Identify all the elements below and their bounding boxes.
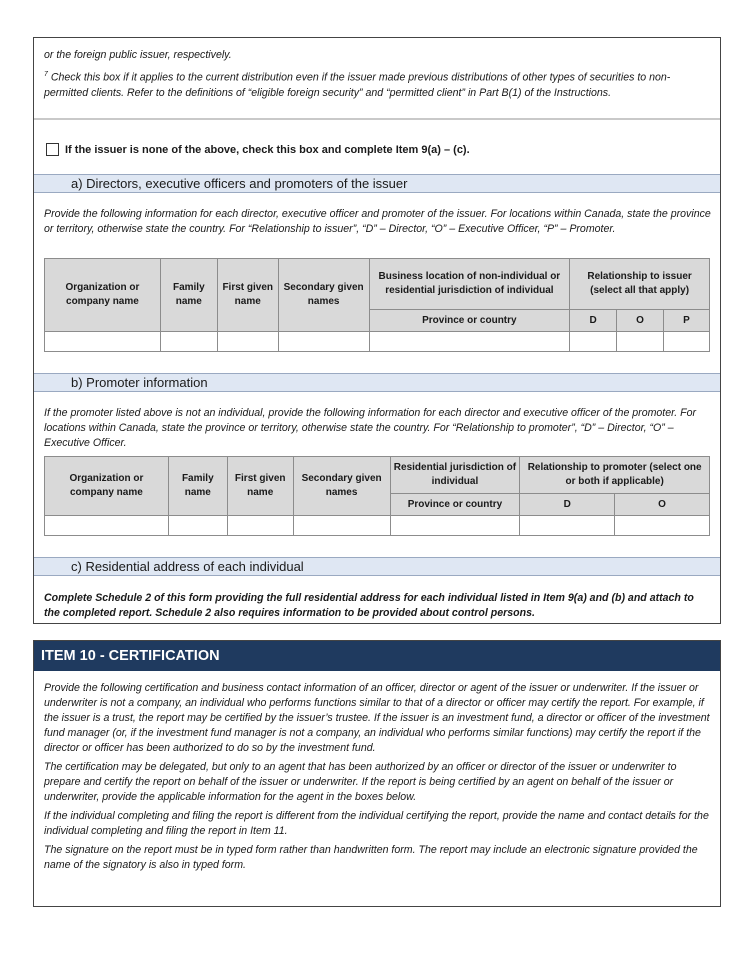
input-cell[interactable] <box>278 332 369 352</box>
input-cell[interactable] <box>520 516 615 536</box>
section-c-header: c) Residential address of each individual <box>34 557 720 576</box>
col-residential-jurisdiction: Residential jurisdiction of individual <box>390 457 520 494</box>
section-b-header: b) Promoter information <box>34 373 720 392</box>
input-cell[interactable] <box>217 332 278 352</box>
input-cell[interactable] <box>570 332 617 352</box>
directors-table <box>44 258 710 352</box>
col-secondary-names: Secondary given names <box>293 457 390 516</box>
table-row <box>45 516 710 536</box>
input-cell[interactable] <box>227 516 293 536</box>
item-10-paragraph: Provide the following certification and business contact information of an officer, director or agent of the issuer or underwriter. If the issuer or underwriter is not a company, an individual who performs functions similar to that of a director or officer may certify the report. For example, if the issuer is a trust, the report may be certified by the issuer’s trustee. If the issuer is an investment fund, a director or officer of the investment fund manager (or, if the investment fund manager is not a company, an individual who performs similar functions) may certify the report if the director or officer has been authorized to do so by the investment fund. <box>44 682 710 754</box>
col-o: O <box>617 310 664 332</box>
col-org-name: Organization or company name <box>45 259 161 332</box>
none-of-above-row <box>46 143 470 156</box>
input-cell[interactable] <box>293 516 390 536</box>
input-cell[interactable] <box>664 332 710 352</box>
col-business-location: Business location of non-individual or residential jurisdiction of individual <box>369 259 570 310</box>
input-cell[interactable] <box>45 516 169 536</box>
item-10-title: ITEM 10 - CERTIFICATION <box>34 641 720 671</box>
col-first-name: First given name <box>217 259 278 332</box>
col-province-country: Province or country <box>390 494 520 516</box>
input-cell[interactable] <box>390 516 520 536</box>
col-family-name: Family name <box>160 259 217 332</box>
footnote-mark: 7 <box>44 71 48 78</box>
section-a-instructions: Provide the following information for each director, executive officer and promoter of the issuer. For locations within Canada, state the province or territory, otherwise state the country. For “Relationship to issuer”, “D” – Director, “O” – Executive Officer, “P” – Promoter. <box>44 208 711 235</box>
item-10-paragraph: The signature on the report must be in typed form rather than handwritten form. The report may include an electronic signature provided the name of the signatory is also in typed form. <box>44 844 698 871</box>
input-cell[interactable] <box>617 332 664 352</box>
col-relationship-promoter: Relationship to promoter (select one or both if applicable) <box>520 457 710 494</box>
input-cell[interactable] <box>45 332 161 352</box>
item-9-section <box>33 37 721 624</box>
item-10-body <box>44 681 714 877</box>
col-family-name: Family name <box>168 457 227 516</box>
section-a-header: a) Directors, executive officers and promoters of the issuer <box>34 174 720 193</box>
promoter-table <box>44 456 710 536</box>
col-relationship-issuer: Relationship to issuer (select all that apply) <box>570 259 710 310</box>
intro-text <box>44 48 712 105</box>
col-o: O <box>615 494 710 516</box>
none-of-above-label: If the issuer is none of the above, check this box and complete Item 9(a) – (c). <box>65 143 470 156</box>
input-cell[interactable] <box>369 332 570 352</box>
footnote-text: Check this box if it applies to the current distribution even if the issuer made previous distributions of other types of securities to non-permitted clients. Refer to the definitions of “eligible foreign security” and “permitted client” in Part B(1) of the Instructions. <box>44 71 671 99</box>
col-secondary-names: Secondary given names <box>278 259 369 332</box>
col-d: D <box>570 310 617 332</box>
col-p: P <box>664 310 710 332</box>
table-row <box>45 332 710 352</box>
divider <box>34 118 720 120</box>
col-first-name: First given name <box>227 457 293 516</box>
col-org-name: Organization or company name <box>45 457 169 516</box>
col-province-country: Province or country <box>369 310 570 332</box>
section-c-instructions: Complete Schedule 2 of this form providing the full residential address for each individual listed in Item 9(a) and (b) and attach to the completed report. Schedule 2 also requires information to be provided about control persons. <box>44 592 694 619</box>
input-cell[interactable] <box>615 516 710 536</box>
section-b-instructions: If the promoter listed above is not an individual, provide the following information for each director and executive officer of the promoter. For locations within Canada, state the province or territory, otherwise state the country. For “Relationship to promoter”, “D” – Director, “O” – Executive Officer. <box>44 407 697 449</box>
item-10-section <box>33 640 721 907</box>
input-cell[interactable] <box>168 516 227 536</box>
footnote-7 <box>44 67 712 101</box>
item-10-paragraph: If the individual completing and filing the report is different from the individual certifying the report, provide the name and contact details for the individual completing and filing the report in Item 11. <box>44 810 709 837</box>
none-of-above-checkbox[interactable] <box>46 143 59 156</box>
item-10-paragraph: The certification may be delegated, but only to an agent that has been authorized by an officer or director of the issuer or underwriter to prepare and certify the report on behalf of the issuer or underwriter. If the report is being certified by an agent on behalf of the issuer or underwriter, provide the applicable information for the agent in the boxes below. <box>44 761 677 803</box>
input-cell[interactable] <box>160 332 217 352</box>
col-d: D <box>520 494 615 516</box>
intro-line: or the foreign public issuer, respectively. <box>44 49 232 61</box>
